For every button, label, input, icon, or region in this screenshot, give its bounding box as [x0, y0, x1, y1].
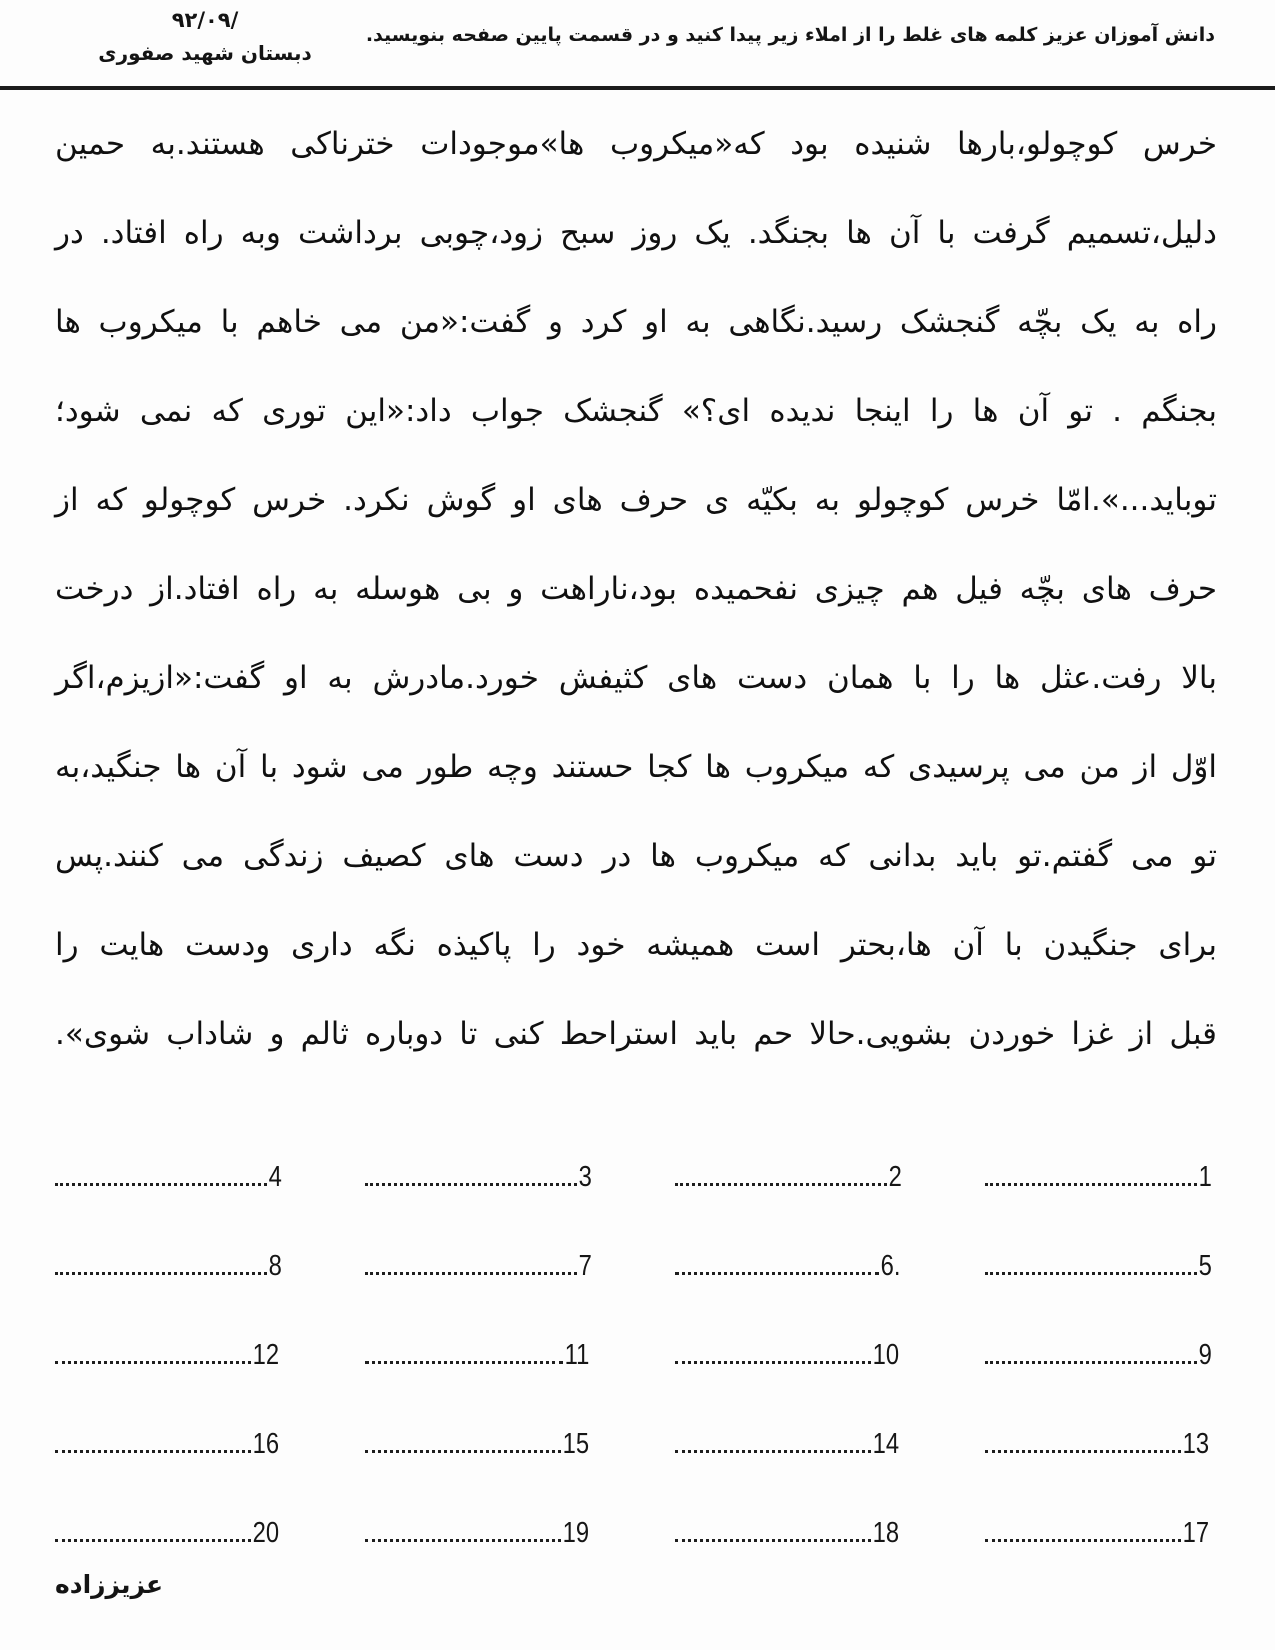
dictation-line: بجنگم . تو آن ها را اینجا ندیده ای؟» گنجشک جواب داد:«این توری که نمی شود؛: [55, 393, 1217, 429]
answer-dots-line: [55, 1450, 251, 1453]
answer-dots-line: [985, 1272, 1197, 1275]
answer-blank-2: [675, 1152, 905, 1192]
answer-blank-1: [985, 1152, 1215, 1192]
answer-blank-7: [365, 1241, 595, 1281]
answer-dots-line: [365, 1361, 563, 1364]
answer-dots-line: [365, 1539, 561, 1542]
answer-number: 1: [1198, 1161, 1212, 1193]
answer-dots-line: [985, 1539, 1181, 1542]
answer-number: 13: [1182, 1428, 1209, 1460]
answer-dots-line: [675, 1450, 871, 1453]
instruction-text: دانش آموزان عزیز کلمه های غلط را از املاء زیر پیدا کنید و در قسمت پایین صفحه بنویسید.: [365, 24, 1215, 46]
answer-blank-15: [365, 1419, 595, 1459]
answer-blank-18: [675, 1508, 905, 1548]
answer-number: 12: [252, 1339, 279, 1371]
answer-number: 6.: [880, 1250, 901, 1282]
header-date: ۹۲/۰۹/: [171, 8, 239, 32]
answers-row-3: [55, 1330, 1215, 1370]
dictation-line: راه به یک بچّه گنجشک رسید.نگاهی به او کرد و گفت:«من می خاهم با میکروب ها: [55, 304, 1217, 340]
teacher-signature: عزیززاده: [55, 1570, 164, 1599]
answers-row-2: [55, 1241, 1215, 1281]
answer-number: 7: [578, 1250, 592, 1282]
answer-number: 19: [562, 1517, 589, 1549]
answer-number: 9: [1198, 1339, 1212, 1371]
answer-blank-16: [55, 1419, 285, 1459]
answers-row-5: [55, 1508, 1215, 1548]
answer-number: 11: [564, 1339, 590, 1371]
dictation-line: قبل از غزا خوردن بشویی.حالا حم باید استراحط کنی تا دوباره ثالم و شاداب شوی».: [55, 1016, 1217, 1052]
answer-blank-10: [675, 1330, 905, 1370]
answer-dots-line: [55, 1272, 267, 1275]
answer-dots-line: [55, 1539, 251, 1542]
answer-dots-line: [675, 1361, 871, 1364]
answer-dots-line: [365, 1183, 577, 1186]
answer-number: 5: [1198, 1250, 1212, 1282]
answer-number: 10: [872, 1339, 899, 1371]
answer-blank-14: [675, 1419, 905, 1459]
answer-blank-4: [55, 1152, 285, 1192]
dictation-text: [55, 100, 1217, 1079]
answer-number: 4: [268, 1161, 282, 1193]
answer-blank-5: [985, 1241, 1215, 1281]
dictation-line: دلیل،تسمیم گرفت با آن ها بجنگد. یک روز سبح زود،چوبی برداشت وبه راه افتاد. در: [55, 215, 1217, 251]
answer-dots-line: [985, 1450, 1181, 1453]
header-school-block: [85, 8, 325, 65]
answer-blank-12: [55, 1330, 285, 1370]
school-name: دبستان شهید صفوری: [98, 41, 312, 65]
answer-dots-line: [675, 1539, 871, 1542]
answer-number: 17: [1182, 1517, 1209, 1549]
answer-blank-13: [985, 1419, 1215, 1459]
answer-dots-line: [675, 1183, 887, 1186]
answer-number: 18: [872, 1517, 899, 1549]
answers-row-4: [55, 1419, 1215, 1459]
answer-dots-line: [365, 1272, 577, 1275]
dictation-line: اوّل از من می پرسیدی که میکروب ها کجا حستند وچه طور می شود با آن ها جنگید،به: [55, 749, 1217, 785]
answer-number: 3: [578, 1161, 592, 1193]
answer-blank-20: [55, 1508, 285, 1548]
answer-dots-line: [365, 1450, 561, 1453]
dictation-line: تو می گفتم.تو باید بدانی که میکروب ها در دست های کصیف زندگی می کنند.پس: [55, 838, 1217, 874]
answer-blank-19: [365, 1508, 595, 1548]
answer-dots-line: [675, 1272, 879, 1275]
answers-row-1: [55, 1152, 1215, 1192]
header-divider: [0, 86, 1275, 90]
answer-blank-17: [985, 1508, 1215, 1548]
answer-blank-3: [365, 1152, 595, 1192]
answer-number: 14: [872, 1428, 899, 1460]
answer-number: 2: [888, 1161, 902, 1193]
dictation-line: حرف های بچّه فیل هم چیزی نفحمیده بود،ناراهت و بی هوسله به راه افتاد.از درخت: [55, 571, 1217, 607]
answer-number: 16: [252, 1428, 279, 1460]
answer-dots-line: [55, 1361, 251, 1364]
dictation-line: توباید...».امّا خرس کوچولو به بکیّه ی حرف های او گوش نکرد. خرس کوچولو که از: [55, 482, 1217, 518]
answer-number: 15: [562, 1428, 589, 1460]
answer-blank-11: [365, 1330, 595, 1370]
dictation-line: خرس کوچولو،بارها شنیده بود که«میکروب ها»موجودات خترناکی هستند.به حمین: [55, 126, 1217, 162]
dictation-line: بالا رفت.عثل ها را با همان دست های کثیفش خورد.مادرش به او گفت:«ازیزم،اگر: [55, 660, 1217, 696]
answer-dots-line: [985, 1183, 1197, 1186]
answer-number: 20: [252, 1517, 279, 1549]
answer-blank-9: [985, 1330, 1215, 1370]
answer-blank-8: [55, 1241, 285, 1281]
answer-dots-line: [55, 1183, 267, 1186]
dictation-line: برای جنگیدن با آن ها،بحتر است همیشه خود را پاکیذه نگه داری ودست هایت را: [55, 927, 1217, 963]
answer-dots-line: [985, 1361, 1197, 1364]
answer-number: 8: [268, 1250, 282, 1282]
answer-blank-6: [675, 1241, 905, 1281]
answers-grid: [55, 1152, 1215, 1597]
